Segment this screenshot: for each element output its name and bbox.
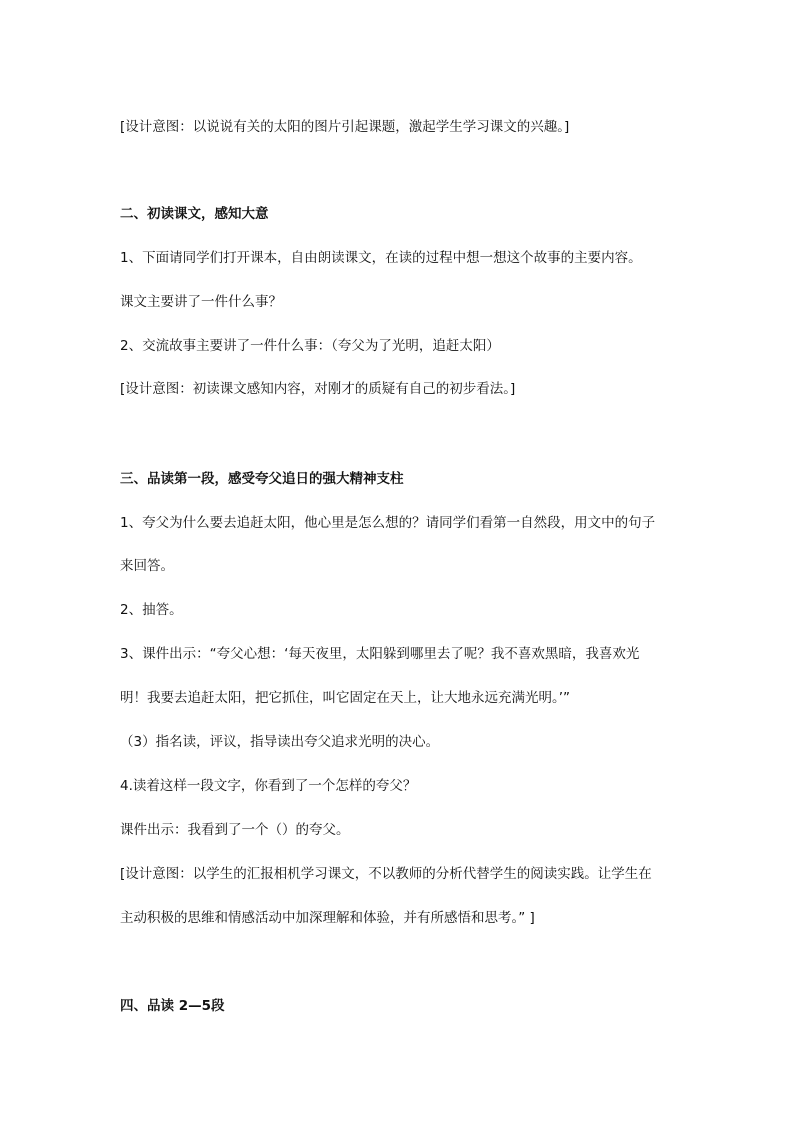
paragraph: 3、课件出示：“夸父心想：‘每天夜里，太阳躲到哪里去了呢？我不喜欢黑暗，我喜欢光 bbox=[120, 646, 640, 662]
paragraph: （3）指名读，评议，指导读出夸父追求光明的决心。 bbox=[120, 734, 440, 750]
design-intent-1: [设计意图：以说说有关的太阳的图片引起课题，激起学生学习课文的兴趣。] bbox=[120, 119, 570, 135]
section-heading-2: 二、初读课文，感知大意 bbox=[120, 206, 269, 222]
design-intent-3: [设计意图：以学生的汇报相机学习课文，不以教师的分析代替学生的阅读实践。让学生在 bbox=[120, 866, 652, 882]
paragraph: 课件出示：我看到了一个（）的夸父。 bbox=[120, 822, 350, 838]
paragraph: 明！我要去追赶太阳，把它抓住，叫它固定在天上，让大地永远充满光明。’” bbox=[120, 690, 571, 706]
design-intent-3-cont: 主动积极的思维和情感活动中加深理解和体验，并有所感悟和思考。” ] bbox=[120, 910, 535, 926]
paragraph: 4.读着这样一段文字，你看到了一个怎样的夸父？ bbox=[120, 778, 417, 794]
section-heading-4: 四、品读 2—5段 bbox=[120, 998, 225, 1014]
paragraph: 2、交流故事主要讲了一件什么事：（夸父为了光明，追赶太阳） bbox=[120, 338, 500, 354]
paragraph: 1、夸父为什么要去追赶太阳，他心里是怎么想的？请同学们看第一自然段，用文中的句子 bbox=[120, 515, 656, 531]
paragraph: 2、抽答。 bbox=[120, 602, 183, 618]
paragraph: 来回答。 bbox=[120, 558, 174, 574]
paragraph: 1、下面请同学们打开课本，自由朗读课文，在读的过程中想一想这个故事的主要内容。 bbox=[120, 250, 642, 266]
paragraph: 课文主要讲了一件什么事？ bbox=[120, 294, 282, 310]
section-heading-3: 三、品读第一段，感受夸父追日的强大精神支柱 bbox=[120, 471, 404, 487]
design-intent-2: [设计意图：初读课文感知内容，对刚才的质疑有自己的初步看法。] bbox=[120, 381, 516, 397]
